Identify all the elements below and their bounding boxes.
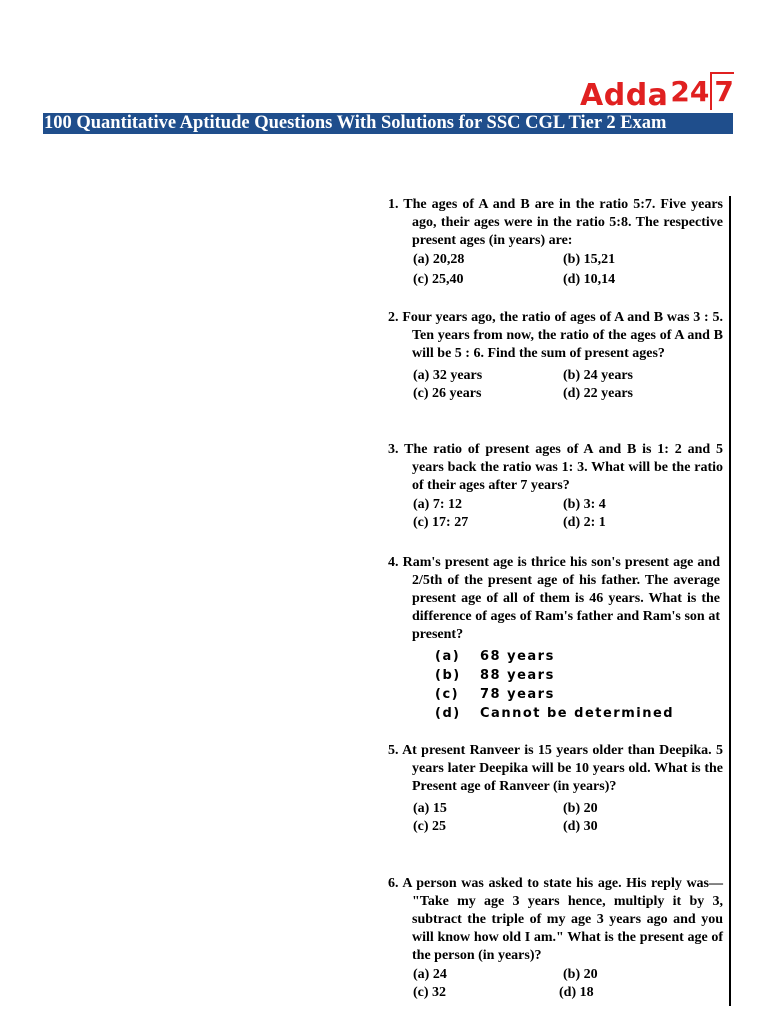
options [388, 367, 723, 403]
option-d: (d) 18 [559, 985, 594, 1000]
option-d: (d) 2: 1 [563, 515, 606, 530]
options [388, 800, 723, 836]
option-d: (d) 10,14 [563, 272, 616, 287]
option-c: (c) 25 [413, 819, 447, 834]
question-5 [388, 742, 723, 836]
question-1 [388, 196, 723, 289]
options [388, 647, 720, 723]
logo-number-main: 24 [670, 75, 710, 108]
option-b: (b) 3: 4 [563, 497, 606, 512]
question-text: 3. The ratio of present ages of A and B is 1: 2 and 5 years back the ratio was 1: 3. What will be the ratio of their ages after 7 years? [388, 442, 723, 493]
option-d: (d) 22 years [563, 386, 633, 401]
logo-word: Adda [580, 78, 669, 113]
option-a: (a) 24 [413, 967, 447, 982]
option-b: (b) 24 years [563, 368, 633, 383]
question-3 [388, 441, 723, 532]
option-b: (b) 15,21 [563, 252, 616, 267]
logo-number-boxed: 7 [710, 72, 733, 110]
option-b: (b) 20 [563, 801, 598, 816]
option-b: (b) 20 [563, 967, 598, 982]
question-text: 2. Four years ago, the ratio of ages of A and B was 3 : 5. Ten years from now, the ratio of the ages of A and B will be 5 : 6. Find the sum of present ages? [388, 310, 724, 361]
option-a: (a) 20,28 [413, 252, 465, 267]
options [388, 966, 723, 1002]
options [388, 251, 723, 289]
question-6 [388, 875, 723, 1002]
option-a: (a) 7: 12 [413, 497, 462, 512]
option-a: (a) 15 [413, 801, 447, 816]
options [388, 496, 723, 532]
adda247-logo [580, 66, 734, 113]
option-c: (c) 25,40 [413, 272, 464, 287]
question-text: 5. At present Ranveer is 15 years older than Deepika. 5 years later Deepika will be 10 years old. What is the Present age of Ranveer (in years)? [388, 743, 723, 794]
option-d: (d) 30 [563, 819, 598, 834]
option-c: (c) 17: 27 [413, 515, 469, 530]
question-text: 6. A person was asked to state his age. His reply was— "Take my age 3 years hence, multiply it by 3, subtract the triple of my age 3 years ago and you will know how old I am." What is the present age of the person (in years)? [388, 876, 723, 963]
logo-number [670, 72, 733, 110]
option-a: (a) 68 years [435, 649, 555, 664]
page-title: 100 Quantitative Aptitude Questions With Solutions for SSC CGL Tier 2 Exam [43, 113, 733, 134]
question-2 [388, 309, 723, 403]
question-4 [388, 554, 720, 723]
option-c: (c) 26 years [413, 386, 482, 401]
question-text: 1. The ages of A and B are in the ratio 5:7. Five years ago, their ages were in the ratio 5:8. The respective present ages (in years) are: [388, 197, 723, 248]
column-divider [729, 196, 731, 1006]
option-d: (d) Cannot be determined [435, 706, 675, 721]
option-b: (b) 88 years [435, 668, 555, 683]
option-a: (a) 32 years [413, 368, 483, 383]
option-c: (c) 78 years [435, 687, 555, 702]
question-text: 4. Ram's present age is thrice his son's present age and 2/5th of the present age of his father. The average present age of all of them is 46 years. What is the difference of ages of Ram's father and Ram's son at present? [388, 555, 720, 642]
option-c: (c) 32 [413, 985, 447, 1000]
